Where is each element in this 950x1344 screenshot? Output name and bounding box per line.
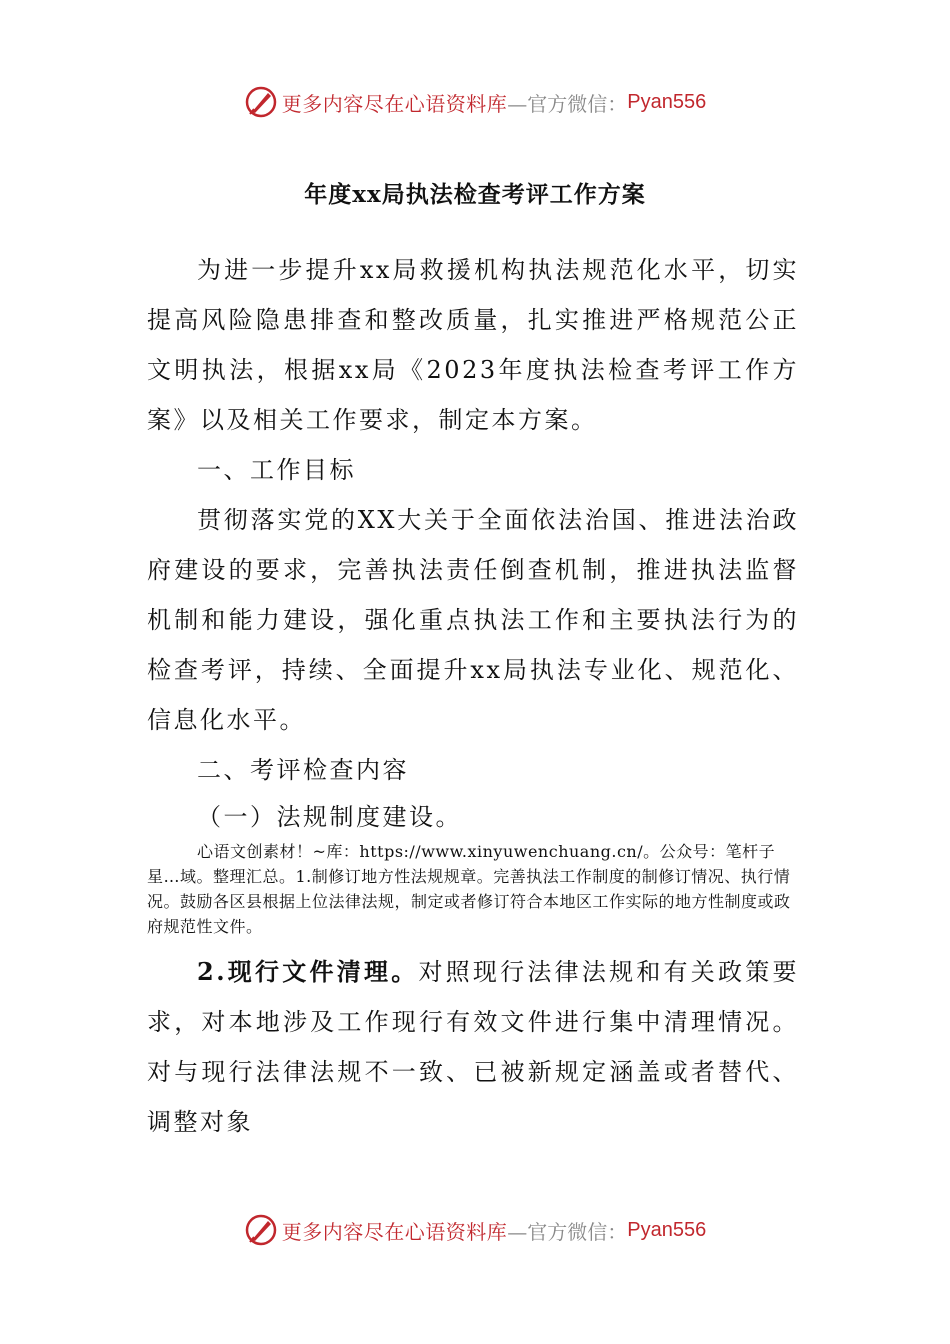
document-title: 年度xx局执法检查考评工作方案 [304, 181, 646, 208]
quill-logo-icon [244, 85, 278, 119]
section2-heading: 二、考评检查内容 [197, 756, 409, 784]
quill-logo-icon [244, 1213, 278, 1247]
watermark-wechat-id: Pyan556 [627, 1218, 707, 1241]
watermark-main-text: 更多内容尽在心语资料库 [281, 1219, 508, 1244]
item2-paragraph [147, 947, 799, 1147]
item2-lead: 2.现行文件清理。 [197, 957, 419, 986]
subsection1-heading: （一）法规制度建设。 [197, 803, 462, 831]
intro-paragraph: 为进一步提升xx局救援机构执法规范化水平，切实提高风险隐患排查和整改质量，扎实推进严格规范公正文明执法，根据xx局《2023年度执法检查考评工作方案》以及相关工作要求，制定本方案。 [147, 256, 799, 434]
watermark-wechat-id: Pyan556 [627, 90, 707, 113]
watermark-banner-top [0, 80, 950, 124]
section1-heading: 一、工作目标 [197, 456, 356, 484]
item2-body: 对照现行法律法规和有关政策要求，对本地涉及工作现行有效文件进行集中清理情况。对与现行法律法规不一致、已被新规定涵盖或者替代、调整对象 [147, 958, 799, 1136]
small-note-paragraph: 心语文创素材！~库：https://www.xinyuwenchuang.cn/。公众号：笔杆子星…域。整理汇总。1.制修订地方性法规规章。完善执法工作制度的制修订情况、执行情况。鼓励各区县根据上位法律法规，制定或者修订符合本地区工作实际的地方性制度或政府规范性文件。 [147, 842, 791, 936]
section1-paragraph: 贯彻落实党的XX大关于全面依法治国、推进法治政府建设的要求，完善执法责任倒查机制，推进执法监督机制和能力建设，强化重点执法工作和主要执法行为的检查考评，持续、全面提升xx局执法专业化、规范化、信息化水平。 [147, 506, 799, 734]
watermark-separator-text: —官方微信： [507, 1219, 628, 1244]
watermark-banner-bottom [0, 1208, 950, 1252]
document-body [147, 245, 799, 1147]
watermark-main-text: 更多内容尽在心语资料库 [281, 91, 508, 116]
watermark-separator-text: —官方微信： [507, 91, 628, 116]
